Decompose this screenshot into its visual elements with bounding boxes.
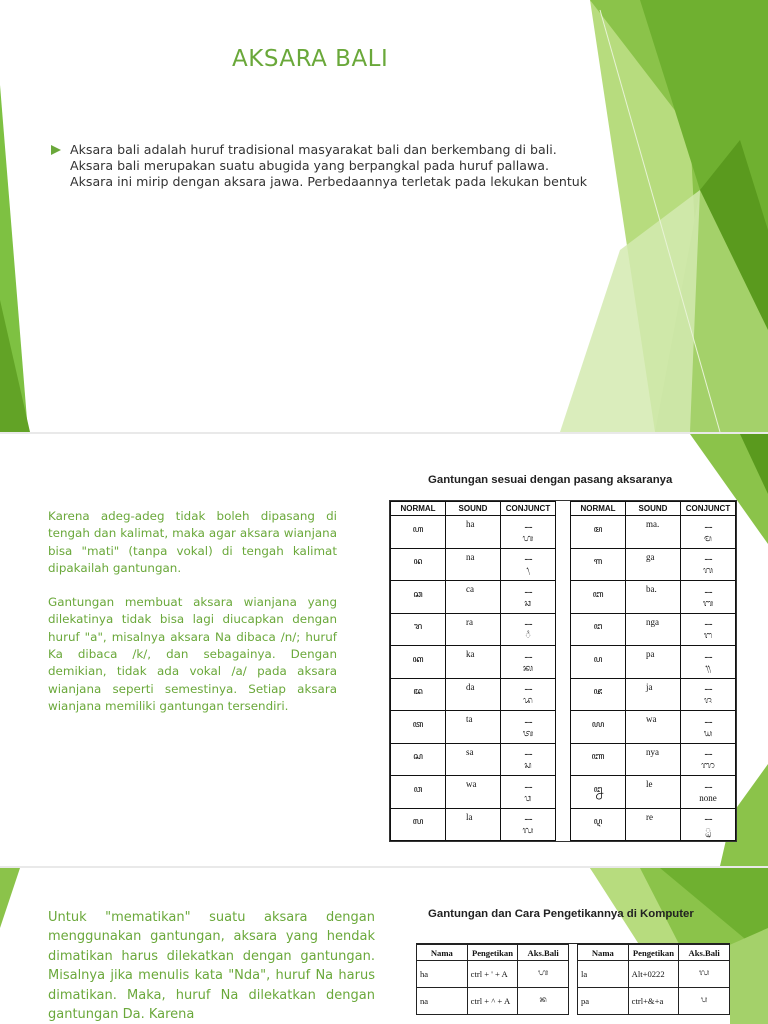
placeholder-dots: ......	[524, 682, 532, 693]
column-gap	[556, 776, 571, 809]
conjunct-glyph: ᬯ	[524, 792, 532, 803]
column-gap	[568, 945, 577, 961]
sound-label: le	[626, 776, 681, 809]
column-gap	[556, 808, 571, 841]
conjunct-glyph: ᬜ	[701, 760, 715, 771]
conjunct-cell	[681, 808, 736, 841]
normal-glyph: ꦥ	[571, 646, 626, 679]
conjunct-glyph: ᬗ	[703, 630, 713, 641]
conjunct-glyph: ᬩ	[702, 597, 714, 608]
gantungan-row	[391, 678, 736, 711]
placeholder-dots: ......	[524, 519, 532, 530]
pengetikan-cell: ctrl + ' + A	[467, 961, 518, 988]
placeholder-dots: ......	[524, 649, 532, 660]
normal-glyph: ꦢ	[391, 678, 446, 711]
sound-label: ta	[446, 711, 501, 744]
placeholder-dots: ......	[524, 747, 532, 758]
typing-table-image	[416, 943, 730, 1024]
placeholder-dots: ......	[524, 617, 532, 628]
conjunct-glyph: ᭞	[526, 565, 530, 576]
explanation-text	[48, 508, 337, 715]
triangle-bullet-icon	[50, 144, 62, 156]
conjunct-glyph: ᬓ	[523, 662, 533, 673]
header-nama: Nama	[577, 945, 628, 961]
typing-table-caption: Gantungan dan Cara Pengetikannya di Komputer	[428, 908, 694, 920]
gantungan-scan-image	[389, 500, 737, 842]
placeholder-dots: ......	[704, 747, 712, 758]
typing-row	[417, 961, 730, 988]
column-gap	[556, 516, 571, 549]
explanation-paragraph-1: Karena adeg-adeg tidak boleh dipasang di tengah dan kalimat, maka agar aksara wianjana bisa "mati" (tanpa vokal) di tengah kalimat dipakailah gantungan.	[48, 509, 337, 575]
sound-label: re	[626, 808, 681, 841]
conjunct-glyph: ᬕ	[703, 565, 713, 576]
normal-glyph: ꦏ	[391, 646, 446, 679]
sound-label: ma.	[626, 516, 681, 549]
pengetikan-cell: ctrl+&+a	[628, 988, 679, 1015]
explanation-paragraph-2: Gantungan membuat aksara wianjana yang dilekatinya tidak bisa lagi diucapkan dengan huruf "a", misalnya aksara Na dibaca /n/; huruf Ka dibaca /k/, dan sebagainya. Dengan demikian, tidak ada vokal /a/ pada aksara wianjana seperti semestinya. Setiap aksara wianjana memiliki gantungan tersendiri.	[48, 595, 337, 713]
normal-glyph: ꦩ	[571, 516, 626, 549]
column-gap	[568, 961, 577, 988]
gantungan-row	[391, 776, 736, 809]
conjunct-cell	[681, 516, 736, 549]
table-caption: Gantungan sesuai dengan pasang aksaranya	[428, 474, 673, 486]
gantungan-row	[391, 581, 736, 614]
conjunct-glyph: ᬢ	[522, 727, 534, 738]
normal-glyph: ꦉ	[571, 808, 626, 841]
gantungan-row	[391, 711, 736, 744]
page-title: AKSARA BALI	[232, 46, 389, 72]
aks-bali-cell: ᬮ	[679, 961, 730, 988]
normal-glyph: ꦪ	[571, 711, 626, 744]
normal-glyph: ꦱ	[391, 743, 446, 776]
normal-glyph: ꦗ	[571, 678, 626, 711]
conjunct-cell	[681, 613, 736, 646]
placeholder-dots: ......	[704, 682, 712, 693]
sound-label: ga	[626, 548, 681, 581]
header-sound: SOUND	[626, 502, 681, 516]
conjunct-glyph: ᬤ	[523, 695, 533, 706]
gantungan-row	[391, 743, 736, 776]
conjunct-cell	[501, 581, 556, 614]
typing-table	[416, 944, 730, 1015]
conjunct-cell	[681, 581, 736, 614]
bullet-text: Aksara bali adalah huruf tradisional masyarakat bali dan berkembang di bali. Aksara bali merupakan suatu abugida yang berpangkal pada huruf pallawa. Aksara ini mirip dengan aksara jawa. Perbedaannya terletak pada lekukan bentuk	[70, 142, 588, 189]
header-normal: NORMAL	[571, 502, 626, 516]
placeholder-dots: ......	[524, 714, 532, 725]
nama-cell: la	[577, 961, 628, 988]
placeholder-dots: ......	[704, 714, 712, 725]
aks-bali-cell: ᬦ	[518, 988, 569, 1015]
normal-glyph: ꦲ	[391, 516, 446, 549]
sound-label: ha	[446, 516, 501, 549]
sound-label: ka	[446, 646, 501, 679]
placeholder-dots: ......	[704, 812, 712, 823]
gantungan-row	[391, 808, 736, 841]
gantungan-row	[391, 646, 736, 679]
aks-bali-cell: ᬧ	[679, 988, 730, 1015]
placeholder-dots: ......	[704, 617, 712, 628]
column-gap	[556, 711, 571, 744]
conjunct-cell	[681, 646, 736, 679]
gantungan-row	[391, 548, 736, 581]
pengetikan-cell: ctrl + ^ + A	[467, 988, 518, 1015]
sound-label: wa	[446, 776, 501, 809]
column-gap	[568, 988, 577, 1015]
column-gap	[556, 548, 571, 581]
normal-glyph: ꦫ	[391, 613, 446, 646]
header-nama: Nama	[417, 945, 468, 961]
placeholder-dots: ......	[704, 584, 712, 595]
conjunct-glyph: ᬘ	[524, 597, 532, 608]
typing-row	[417, 988, 730, 1015]
column-gap	[556, 581, 571, 614]
column-gap	[556, 613, 571, 646]
sound-label: na	[446, 548, 501, 581]
column-gap	[556, 502, 571, 516]
conjunct-glyph: ᬲ	[524, 760, 532, 771]
sound-label: ba.	[626, 581, 681, 614]
sound-label: nga	[626, 613, 681, 646]
normal-glyph: ꦮ	[391, 776, 446, 809]
column-gap	[556, 646, 571, 679]
mematikan-paragraph: Untuk "mematikan" suatu aksara dengan menggunakan gantungan, aksara yang hendak dimatikan harus dilekatkan dengan gantungan. Misalnya jika menulis kata "Nda", huruf Na harus dimatikan. Maka, huruf Na dilekatkan dengan gantungan Da. Karena	[48, 910, 375, 1023]
header-pengetikan: Pengetikan	[628, 945, 679, 961]
placeholder-dots: ......	[524, 584, 532, 595]
header-conjunct: CONJUNCT	[501, 502, 556, 516]
normal-glyph: ꦒ	[571, 548, 626, 581]
nama-cell: ha	[417, 961, 468, 988]
conjunct-glyph: ᬫ	[704, 532, 712, 543]
conjunct-cell	[681, 743, 736, 776]
sound-label: pa	[626, 646, 681, 679]
conjunct-glyph: ᬳ	[522, 532, 534, 543]
conjunct-cell	[501, 711, 556, 744]
normal-glyph: ꦠ	[391, 711, 446, 744]
sound-label: da	[446, 678, 501, 711]
slide-3	[0, 868, 768, 1024]
conjunct-glyph: ᬬ	[703, 727, 713, 738]
conjunct-cell	[501, 548, 556, 581]
conjunct-cell	[501, 516, 556, 549]
normal-glyph: ꦔ	[571, 613, 626, 646]
conjunct-glyph: ᭫	[525, 630, 531, 641]
conjunct-cell	[681, 548, 736, 581]
gantungan-row	[391, 516, 736, 549]
sound-label: ra	[446, 613, 501, 646]
normal-glyph: ꦤ	[391, 548, 446, 581]
sound-label: wa	[626, 711, 681, 744]
sound-label: ca	[446, 581, 501, 614]
placeholder-dots: ......	[524, 552, 532, 563]
normal-glyph: ꦧ	[571, 581, 626, 614]
aks-bali-cell: ᬳ	[518, 961, 569, 988]
placeholder-dots: ......	[704, 649, 712, 660]
header-sound: SOUND	[446, 502, 501, 516]
header-aks-bali: Aks.Bali	[518, 945, 569, 961]
conjunct-glyph: ᭟	[705, 662, 711, 673]
slide-1	[0, 0, 768, 432]
sound-label: la	[446, 808, 501, 841]
conjunct-cell	[501, 678, 556, 711]
conjunct-cell	[681, 776, 736, 809]
conjunct-glyph: none	[699, 792, 717, 803]
slide-2	[0, 434, 768, 866]
placeholder-dots: ......	[704, 779, 712, 790]
nama-cell: pa	[577, 988, 628, 1015]
conjunct-glyph: ᬚ	[704, 695, 712, 706]
gantungan-table	[390, 501, 736, 841]
conjunct-cell	[501, 613, 556, 646]
column-gap	[556, 678, 571, 711]
placeholder-dots: ......	[704, 519, 712, 530]
sound-label: sa	[446, 743, 501, 776]
header-pengetikan: Pengetikan	[467, 945, 518, 961]
sound-label: nya	[626, 743, 681, 776]
conjunct-cell	[501, 646, 556, 679]
normal-glyph: ꦊ	[571, 776, 626, 809]
conjunct-cell	[681, 711, 736, 744]
conjunct-cell	[681, 678, 736, 711]
normal-glyph: ꦭ	[391, 808, 446, 841]
column-gap	[556, 743, 571, 776]
pengetikan-cell: Alt+0222	[628, 961, 679, 988]
header-aks-bali: Aks.Bali	[679, 945, 730, 961]
nama-cell: na	[417, 988, 468, 1015]
header-conjunct: CONJUNCT	[681, 502, 736, 516]
conjunct-cell	[501, 776, 556, 809]
sound-label: ja	[626, 678, 681, 711]
gantungan-row	[391, 613, 736, 646]
normal-glyph: ꦚ	[571, 743, 626, 776]
mematikan-text	[48, 908, 375, 1024]
placeholder-dots: ......	[704, 552, 712, 563]
placeholder-dots: ......	[524, 812, 532, 823]
conjunct-glyph: ᬮ	[522, 825, 534, 836]
header-normal: NORMAL	[391, 502, 446, 516]
conjunct-cell	[501, 743, 556, 776]
normal-glyph: ꦕ	[391, 581, 446, 614]
bullet-item	[50, 142, 590, 190]
placeholder-dots: ......	[524, 779, 532, 790]
conjunct-glyph: ᬺ	[705, 825, 711, 836]
conjunct-cell	[501, 808, 556, 841]
